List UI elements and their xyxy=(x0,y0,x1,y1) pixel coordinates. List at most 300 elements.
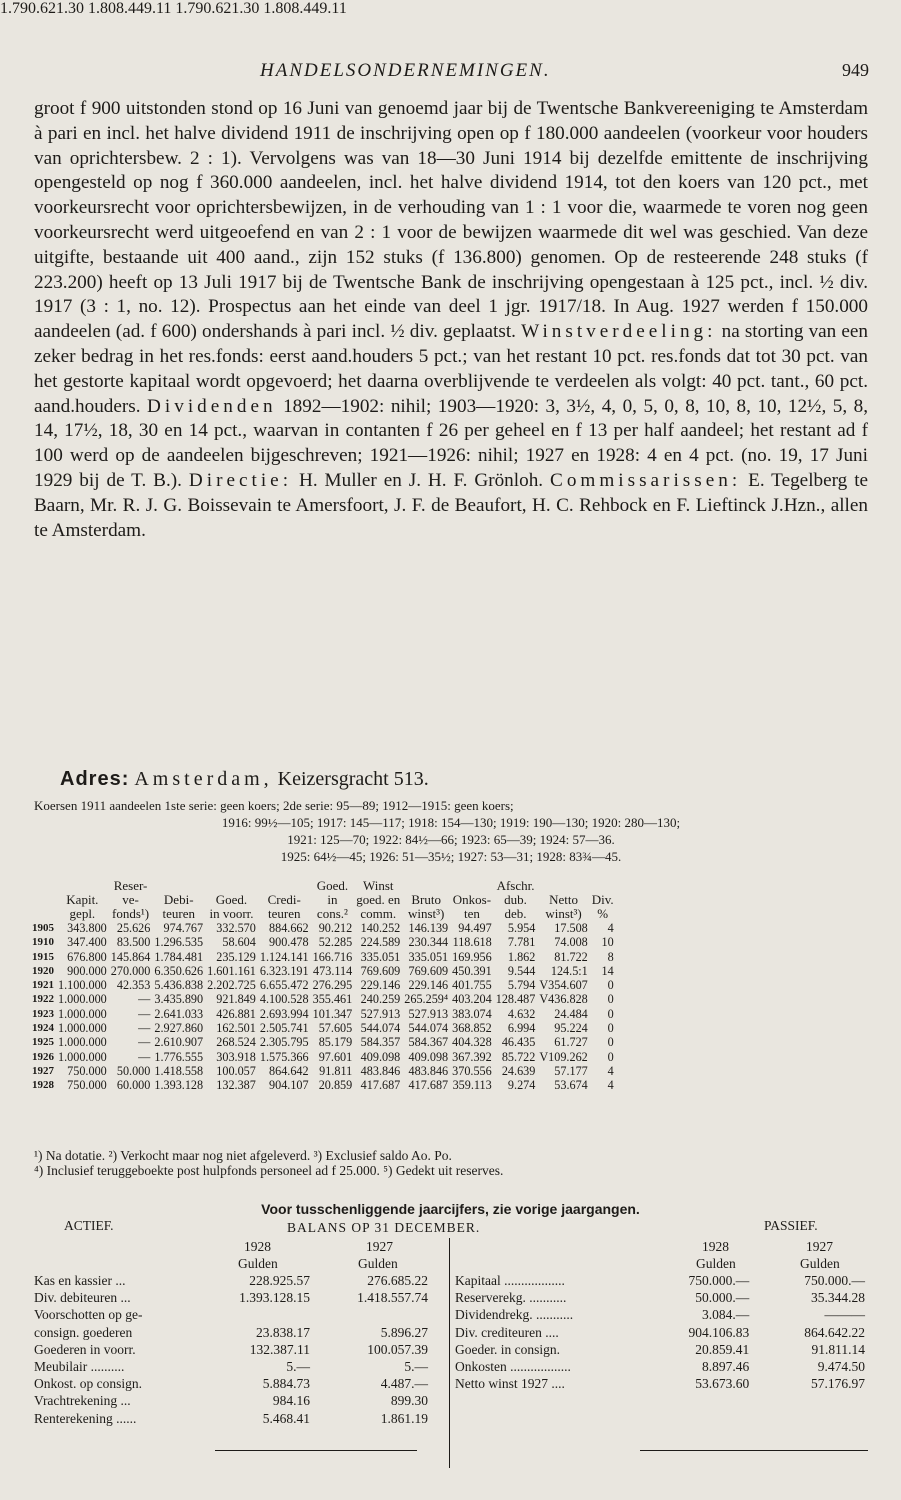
value-cell: 335.051 xyxy=(408,949,449,964)
balance-item-label: Vrachtrekening ... xyxy=(34,1393,131,1409)
balance-row xyxy=(31,1324,431,1341)
value-cell: 118.618 xyxy=(452,935,492,950)
balance-row xyxy=(31,1410,431,1427)
value-cell: 14 xyxy=(601,963,614,978)
actief-table xyxy=(31,1272,431,1427)
passief-table xyxy=(452,1272,868,1392)
value-cell: 4 xyxy=(607,1078,614,1093)
header-cell: winst³) xyxy=(407,906,445,921)
value-cell: 900.478 xyxy=(269,935,309,950)
year-cell: 1923 xyxy=(32,1007,54,1020)
balance-item-label: Onkost. op consign. xyxy=(34,1376,142,1392)
header-cell: teuren xyxy=(267,906,301,921)
value-cell: 132.387 xyxy=(216,1078,256,1093)
value-cell: 4.632 xyxy=(507,1006,536,1021)
header-cell xyxy=(537,879,589,893)
value-cell: 1.418.558 xyxy=(154,1063,204,1078)
balance-item-label: consign. goederen xyxy=(34,1324,133,1340)
balance-item-label: Div. debiteuren ... xyxy=(34,1290,131,1306)
balance-row xyxy=(31,1341,431,1358)
balance-amount xyxy=(313,1306,431,1323)
value-cell: 343.800 xyxy=(67,921,107,935)
winstverdeeling-text: na storting van een zeker bedrag in het res.fonds: eerst aand.houders 5 pct.; van het restant 10 pct. res.fonds dat tot 30 pct. van het gestorte kapitaal wordt opgevoerd; het daarna overblijvende te verdeelen als volgt: 40 pct. tant., 60 pct. aand.houders. xyxy=(34,321,869,417)
value-cell: 473.114 xyxy=(313,963,353,978)
value-cell: 276.295 xyxy=(312,978,353,993)
balance-amount: 5.896.27 xyxy=(380,1324,428,1340)
table-row xyxy=(30,1021,616,1035)
value-cell: 6.350.626 xyxy=(154,963,204,978)
balance-row xyxy=(452,1358,868,1375)
value-cell: 7.781 xyxy=(507,935,536,950)
value-cell: 1.100.000 xyxy=(58,978,107,993)
balance-item-label: Meubilair .......... xyxy=(34,1359,125,1375)
value-cell: 368.852 xyxy=(452,1021,492,1036)
value-cell: 24.639 xyxy=(501,1063,536,1078)
balance-row xyxy=(452,1324,868,1341)
value-cell: 370.556 xyxy=(452,1063,492,1078)
value-cell: 303.918 xyxy=(216,1049,256,1064)
balance-amount: ——— xyxy=(824,1307,865,1323)
value-cell: 1.000.000 xyxy=(58,1035,107,1050)
passief-heading: PASSIEF. xyxy=(764,1218,818,1233)
header-cell: Reser- xyxy=(113,878,148,893)
value-cell: 359.113 xyxy=(452,1078,492,1093)
year-cell: 1915 xyxy=(32,950,54,963)
total-right-1927: 1.808.449.11 xyxy=(263,0,347,17)
right-cur-1927: Gulden xyxy=(800,1256,840,1271)
value-cell: 544.074 xyxy=(408,1021,449,1036)
header-cell: Goed. xyxy=(215,892,248,907)
table-row xyxy=(30,992,616,1006)
value-cell: 6.994 xyxy=(507,1021,536,1036)
year-cell: 1926 xyxy=(32,1050,54,1063)
header-cell: Debi- xyxy=(163,892,194,907)
header-cell: Bruto xyxy=(411,892,441,907)
balance-row xyxy=(31,1375,431,1392)
total-rule-right xyxy=(640,1450,868,1451)
year-cell: 1925 xyxy=(32,1036,54,1049)
value-cell: — xyxy=(138,1021,151,1036)
header-cell xyxy=(152,879,205,893)
value-cell: 904.107 xyxy=(269,1078,309,1093)
balance-amount: 9.474.50 xyxy=(817,1359,865,1375)
value-cell: 1.000.000 xyxy=(58,992,107,1007)
table-row xyxy=(30,1078,616,1092)
value-cell: — xyxy=(138,1049,151,1064)
balance-row xyxy=(31,1289,431,1306)
value-cell: 2.610.907 xyxy=(154,1035,204,1050)
page-header xyxy=(0,60,901,90)
value-cell: 169.956 xyxy=(452,949,492,964)
balance-amount: 5.— xyxy=(404,1359,428,1375)
header-cell xyxy=(30,879,56,893)
header-cell: cons.² xyxy=(316,906,348,921)
balance-amount: 35.344.28 xyxy=(811,1290,865,1306)
table-row xyxy=(30,935,616,949)
value-cell: 24.484 xyxy=(554,1006,588,1021)
header-cell: goed. en xyxy=(356,892,401,907)
value-cell: 332.570 xyxy=(216,921,256,935)
year-cell: 1920 xyxy=(32,964,54,977)
balans-title: BALANS OP 31 DECEMBER. xyxy=(287,1220,481,1235)
value-cell: 128.487 xyxy=(495,992,536,1007)
value-cell: 1.124.141 xyxy=(259,949,309,964)
column-divider xyxy=(449,1238,450,1468)
total-right-1928: 1.790.621.30 xyxy=(175,0,260,17)
value-cell: 1.862 xyxy=(507,949,536,964)
header-cell xyxy=(590,879,616,893)
balance-row xyxy=(452,1375,868,1392)
value-cell: 544.074 xyxy=(360,1021,401,1036)
value-cell: 95.224 xyxy=(554,1021,588,1036)
directie-text: H. Muller en J. H. F. Grönloh. xyxy=(298,469,544,491)
value-cell: 57.605 xyxy=(318,1021,353,1036)
value-cell: 229.146 xyxy=(408,978,449,993)
dividenden-text: 1892—1902: nihil; 1903—1920: 3, 3½, 4, 0, 5, 0, 8, 10, 8, 10, 12½, 5, 8, 14, 17½, 18, 30 en 14 pct., waarvan in contanten f 26 per geheel en f 13 per half aandeel; het restant ad f 100 werd op de aandeelen bijgeschreven; 1921—1926: nihil; 1927 en 1928: 4 en 4 pct. (no. 19, 17 Juni 1929 bij de T. B.). xyxy=(34,395,868,491)
value-cell: 235.129 xyxy=(216,949,256,964)
balance-amount: 4.487.— xyxy=(380,1376,428,1392)
dividenden-label: Dividenden xyxy=(147,395,277,417)
value-cell: V436.828 xyxy=(539,992,588,1007)
balance-amount: 984.16 xyxy=(272,1393,310,1409)
commissarissen-text: E. Tegelberg te Baarn, Mr. R. J. G. Boissevain te Amersfoort, J. F. de Beaufort, H. C. Rehbock en F. Lieftinck J.Hzn., allen te Amsterdam. xyxy=(34,469,869,541)
balance-amount: 750.000.— xyxy=(804,1273,865,1288)
actief-heading: ACTIEF. xyxy=(64,1218,114,1233)
directie-label: Directie: xyxy=(188,469,293,491)
balance-amount: 5.884.73 xyxy=(262,1376,310,1392)
header-cell xyxy=(30,893,56,907)
koersen-line-4: 1925: 64½—45; 1926: 51—35½; 1927: 53—31; 1928: 83¾—45. xyxy=(280,849,622,864)
value-cell: 97.601 xyxy=(318,1049,353,1064)
value-cell: 52.285 xyxy=(318,935,353,950)
value-cell: 1.000.000 xyxy=(58,1006,107,1021)
value-cell: 81.722 xyxy=(554,949,588,964)
value-cell: 2.641.033 xyxy=(154,1006,204,1021)
value-cell: 355.461 xyxy=(312,992,353,1007)
value-cell: 9.544 xyxy=(507,963,536,978)
table-row xyxy=(30,1035,616,1049)
koersen-block xyxy=(34,797,868,865)
financial-history-table xyxy=(30,879,616,1093)
value-cell: 527.913 xyxy=(360,1006,401,1021)
balance-item-label: Voorschotten op ge- xyxy=(34,1307,143,1323)
balance-amount: 57.176.97 xyxy=(811,1376,865,1392)
value-cell: 8 xyxy=(607,949,614,964)
balance-row xyxy=(452,1306,868,1323)
value-cell: — xyxy=(138,1006,151,1021)
value-cell: 417.687 xyxy=(360,1078,401,1093)
value-cell: 4.100.528 xyxy=(259,992,309,1007)
balance-amount: 228.925.57 xyxy=(249,1273,310,1288)
balance-amount: 276.685.22 xyxy=(367,1273,428,1288)
balance-item-label: Reserverekg. ........... xyxy=(455,1290,567,1306)
value-cell: 90.212 xyxy=(318,921,353,935)
value-cell: 83.500 xyxy=(116,935,151,950)
balance-amount: 8.897.46 xyxy=(702,1359,750,1375)
value-cell: 426.881 xyxy=(216,1006,256,1021)
value-cell: 900.000 xyxy=(67,963,107,978)
page-number: 949 xyxy=(842,60,869,80)
table-row xyxy=(30,1064,616,1078)
address-line xyxy=(60,768,429,791)
balance-amount: 50.000.— xyxy=(695,1290,750,1306)
total-left-1927: 1.808.449.11 xyxy=(88,0,172,17)
value-cell: 5.954 xyxy=(507,921,536,935)
total-left-1928: 1.790.621.30 xyxy=(0,0,84,17)
left-year-1928: 1928 xyxy=(244,1239,271,1254)
value-cell: 224.589 xyxy=(360,935,401,950)
left-cur-1927: Gulden xyxy=(358,1256,398,1271)
header-cell: dub. xyxy=(504,892,527,907)
value-cell: 2.927.860 xyxy=(154,1021,204,1036)
value-cell: 5.436.838 xyxy=(154,978,204,993)
value-cell: 401.755 xyxy=(452,978,492,993)
value-cell: 383.074 xyxy=(452,1006,492,1021)
value-cell: 9.274 xyxy=(507,1078,536,1093)
value-cell: 74.008 xyxy=(554,935,588,950)
value-cell: 769.609 xyxy=(408,963,449,978)
value-cell: 750.000 xyxy=(67,1063,107,1078)
value-cell: 20.859 xyxy=(318,1078,353,1093)
value-cell: 53.674 xyxy=(554,1078,588,1093)
value-cell: 10 xyxy=(601,935,614,950)
value-cell: 347.400 xyxy=(67,935,107,950)
header-cell xyxy=(450,879,494,893)
value-cell: 404.328 xyxy=(452,1035,492,1050)
balance-row xyxy=(452,1289,868,1306)
fin-head-row-3 xyxy=(30,907,616,921)
header-cell: winst³) xyxy=(545,906,582,921)
header-cell xyxy=(402,879,450,893)
value-cell: 145.864 xyxy=(110,949,151,964)
total-rule-left xyxy=(215,1450,417,1451)
value-cell: 409.098 xyxy=(360,1049,401,1064)
value-cell: 58.604 xyxy=(222,935,256,950)
value-cell: 483.846 xyxy=(360,1063,401,1078)
value-cell: 1.575.366 xyxy=(259,1049,309,1064)
value-cell: 1.000.000 xyxy=(58,1021,107,1036)
running-title: HANDELSONDERNEMINGEN. xyxy=(260,60,551,81)
value-cell: 101.347 xyxy=(312,1006,353,1021)
value-cell: 2.202.725 xyxy=(207,978,256,993)
balance-row xyxy=(452,1272,868,1289)
value-cell: 6.323.191 xyxy=(259,963,309,978)
balance-amount: 100.057.39 xyxy=(367,1341,428,1357)
value-cell: 5.794 xyxy=(507,978,536,993)
header-cell: gepl. xyxy=(69,906,96,921)
value-cell: 268.524 xyxy=(216,1035,256,1050)
header-cell: Div. xyxy=(591,892,614,907)
value-cell: 403.204 xyxy=(452,992,492,1007)
balance-row xyxy=(31,1272,431,1289)
header-cell: Afschr. xyxy=(496,878,535,893)
footnote-line-2: ⁴) Inclusief teruggeboekte post hulpfonds personeel ad f 25.000. ⁵) Gedekt uit reserves. xyxy=(34,1163,504,1178)
balance-item-label: Renterekening ...... xyxy=(34,1410,137,1426)
balance-item-label: Div. crediteuren .... xyxy=(455,1324,559,1340)
value-cell: 85.179 xyxy=(318,1035,353,1050)
right-year-1927: 1927 xyxy=(806,1239,833,1254)
value-cell: 1.393.128 xyxy=(154,1078,204,1093)
value-cell: 124.5:1 xyxy=(550,963,588,978)
value-cell: 140.252 xyxy=(360,921,401,935)
value-cell: 25.626 xyxy=(116,921,151,935)
balance-item-label: Goederen in voorr. xyxy=(34,1341,136,1357)
value-cell: 1.784.481 xyxy=(154,949,204,964)
value-cell: — xyxy=(138,992,151,1007)
value-cell: 450.391 xyxy=(452,963,492,978)
address-city: Amsterdam, xyxy=(134,768,273,790)
year-cell: 1928 xyxy=(32,1079,54,1092)
value-cell: 57.177 xyxy=(554,1063,588,1078)
value-cell: 94.497 xyxy=(458,921,492,935)
value-cell: 864.642 xyxy=(269,1063,309,1078)
value-cell: 921.849 xyxy=(216,992,256,1007)
year-cell: 1921 xyxy=(32,979,54,992)
table-row xyxy=(30,950,616,964)
value-cell: 50.000 xyxy=(116,1063,151,1078)
balance-amount: 1.393.128.15 xyxy=(239,1290,310,1306)
left-cur-1928: Gulden xyxy=(238,1256,278,1271)
table-row xyxy=(30,1050,616,1064)
value-cell: 265.259⁴ xyxy=(404,992,449,1007)
value-cell: 0 xyxy=(607,1035,614,1050)
header-cell xyxy=(56,879,109,893)
balance-amount: 91.811.14 xyxy=(811,1341,865,1357)
balance-amount: 899.30 xyxy=(390,1393,428,1409)
year-cell: 1924 xyxy=(32,1022,54,1035)
header-cell xyxy=(258,879,311,893)
value-cell: 2.305.795 xyxy=(259,1035,309,1050)
value-cell: 4 xyxy=(607,1063,614,1078)
value-cell: 229.146 xyxy=(360,978,401,993)
header-cell xyxy=(205,879,258,893)
value-cell: 2.505.741 xyxy=(259,1021,309,1036)
header-cell: Kapit. xyxy=(66,892,99,907)
value-cell: 367.392 xyxy=(452,1049,492,1064)
year-cell: 1910 xyxy=(32,936,54,949)
value-cell: 166.716 xyxy=(312,949,353,964)
koersen-line-1: Koersen 1911 aandeelen 1ste serie: geen koers; 2de serie: 95—89; 1912—1915: geen koers; xyxy=(34,798,514,813)
header-cell: ve- xyxy=(122,892,139,907)
balance-amount: 5.468.41 xyxy=(262,1410,310,1426)
address-street: Keizersgracht 513. xyxy=(277,768,429,790)
header-cell: Winst xyxy=(362,878,394,893)
balance-item-label: Goeder. in consign. xyxy=(455,1341,560,1357)
value-cell: 1.601.161 xyxy=(207,963,256,978)
value-cell: 3.435.890 xyxy=(154,992,204,1007)
balance-item-label: Dividendrekg. ........... xyxy=(455,1307,574,1323)
header-cell: comm. xyxy=(360,906,397,921)
value-cell: V109.262 xyxy=(539,1049,588,1064)
balance-amount: 132.387.11 xyxy=(249,1341,310,1357)
header-cell: Onkos- xyxy=(452,892,492,907)
header-cell: % xyxy=(597,906,609,921)
value-cell: 100.057 xyxy=(216,1063,256,1078)
header-cell: teuren xyxy=(162,906,195,921)
company-description xyxy=(34,97,868,543)
value-cell: 1.776.555 xyxy=(154,1049,204,1064)
value-cell: 417.687 xyxy=(408,1078,449,1093)
value-cell: 6.655.472 xyxy=(259,978,309,993)
value-cell: 584.367 xyxy=(408,1035,449,1050)
header-cell xyxy=(30,907,56,921)
koersen-line-2: 1916: 99½—105; 1917: 145—117; 1918: 154—130; 1919: 190—130; 1920: 280—130; xyxy=(221,815,681,830)
balance-item-label: Kapitaal .................. xyxy=(455,1273,565,1288)
koersen-line-3: 1921: 125—70; 1922: 84½—66; 1923: 65—39; 1924: 57—36. xyxy=(287,832,615,847)
balance-item-label: Onkosten .................. xyxy=(455,1359,571,1375)
intermediate-years-note: Voor tusschenliggende jaarcijfers, zie vorige jaargangen. xyxy=(261,1201,640,1217)
right-year-1928: 1928 xyxy=(702,1239,729,1254)
value-cell: 409.098 xyxy=(408,1049,449,1064)
value-cell: 270.000 xyxy=(110,963,151,978)
balance-amount: 3.084.— xyxy=(702,1307,750,1323)
value-cell: 974.767 xyxy=(163,921,204,935)
balance-amount: 23.838.17 xyxy=(256,1324,310,1340)
value-cell: 17.508 xyxy=(554,921,588,935)
value-cell: 750.000 xyxy=(67,1078,107,1093)
balance-amount xyxy=(207,1306,313,1323)
right-cur-1928: Gulden xyxy=(696,1256,736,1271)
footnote-line-1: ¹) Na dotatie. ²) Verkocht maar nog niet afgeleverd. ³) Exclusief saldo Ao. Po. xyxy=(34,1148,452,1163)
address-label: Adres: xyxy=(60,768,130,790)
year-cell: 1922 xyxy=(32,993,54,1006)
balance-amount: 1.861.19 xyxy=(380,1410,428,1426)
value-cell: 1.000.000 xyxy=(58,1049,107,1064)
history-paragraph: groot f 900 uitstonden stond op 16 Juni van genoemd jaar bij de Twentsche Bankvereeniging te Amsterdam à pari en incl. het halve dividend 1911 de inschrijving open op f 180.000 aandeelen (voorkeur voor houders van oprichtersbew. 2 : 1). Vervolgens was van 18—30 Juni 1914 bij dezelfde emittente de inschrijving opengesteld op nog f 360.000 aandeelen, incl. het halve dividend 1914, tot den koers van 120 pct., met voorkeursrecht voor oprichtersbewijzen, in de verhouding van 1 : 1 voor die, waarmede te voren nog geen voorkeursrecht werd uitgeoefend en van 2 : 1 voor de bewijzen waarmede dit wel was geschied. Van deze uitgifte, bestaande uit 400 aand., zijn 152 stuks (f 136.800) genomen. Op de resteerende 248 stuks (f 223.200) heeft op 13 Juli 1917 bij de Twentsche Bank de inschrijving opengestaan à 125 pct., incl. ½ div. 1917 (3 : 1, no. 12). Prospectus aan het einde van deel 1 jgr. 1917/18. In Aug. 1927 werden f 150.000 aandeelen (ad. f 600) ondershands à pari incl. ½ div. geplaatst. xyxy=(34,98,868,343)
table-row xyxy=(30,978,616,992)
table-row xyxy=(30,1007,616,1021)
value-cell: 162.501 xyxy=(216,1021,256,1036)
value-cell: V354.607 xyxy=(539,978,588,993)
value-cell: 230.344 xyxy=(408,935,449,950)
header-cell: in voorr. xyxy=(209,906,254,921)
balance-row xyxy=(31,1306,431,1323)
left-year-1927: 1927 xyxy=(366,1239,393,1254)
value-cell: 2.693.994 xyxy=(259,1006,309,1021)
value-cell: 584.357 xyxy=(360,1035,401,1050)
header-cell: Credi- xyxy=(267,892,301,907)
value-cell: 0 xyxy=(607,1006,614,1021)
header-cell: ten xyxy=(463,906,480,921)
balance-amount: 53.673.60 xyxy=(695,1376,750,1392)
footnotes xyxy=(34,1148,868,1178)
value-cell: 1.296.535 xyxy=(154,935,204,950)
table-row xyxy=(30,964,616,978)
value-cell: 335.051 xyxy=(360,949,401,964)
fin-head-row-1 xyxy=(30,879,616,893)
balance-amount: 750.000.— xyxy=(688,1273,750,1288)
value-cell: 884.662 xyxy=(269,921,309,935)
value-cell: 60.000 xyxy=(116,1078,151,1093)
header-cell: deb. xyxy=(504,906,527,921)
commissarissen-label: Commissarissen: xyxy=(550,469,742,491)
winstverdeeling-label: Winstverdeeling: xyxy=(521,321,717,343)
value-cell: 0 xyxy=(607,978,614,993)
header-cell: Goed. xyxy=(316,878,349,893)
value-cell: 42.353 xyxy=(116,978,151,993)
balance-row xyxy=(31,1358,431,1375)
balance-amount: 864.642.22 xyxy=(804,1324,865,1340)
balance-row xyxy=(452,1341,868,1358)
header-cell: Netto xyxy=(549,892,578,907)
value-cell: 769.609 xyxy=(360,963,401,978)
value-cell: 676.800 xyxy=(67,949,107,964)
header-cell: in xyxy=(327,892,338,907)
balance-item-label: Kas en kassier ... xyxy=(34,1273,126,1288)
fin-head-row-2 xyxy=(30,893,616,907)
value-cell: 240.259 xyxy=(360,992,401,1007)
balance-sheet xyxy=(34,1218,868,1478)
